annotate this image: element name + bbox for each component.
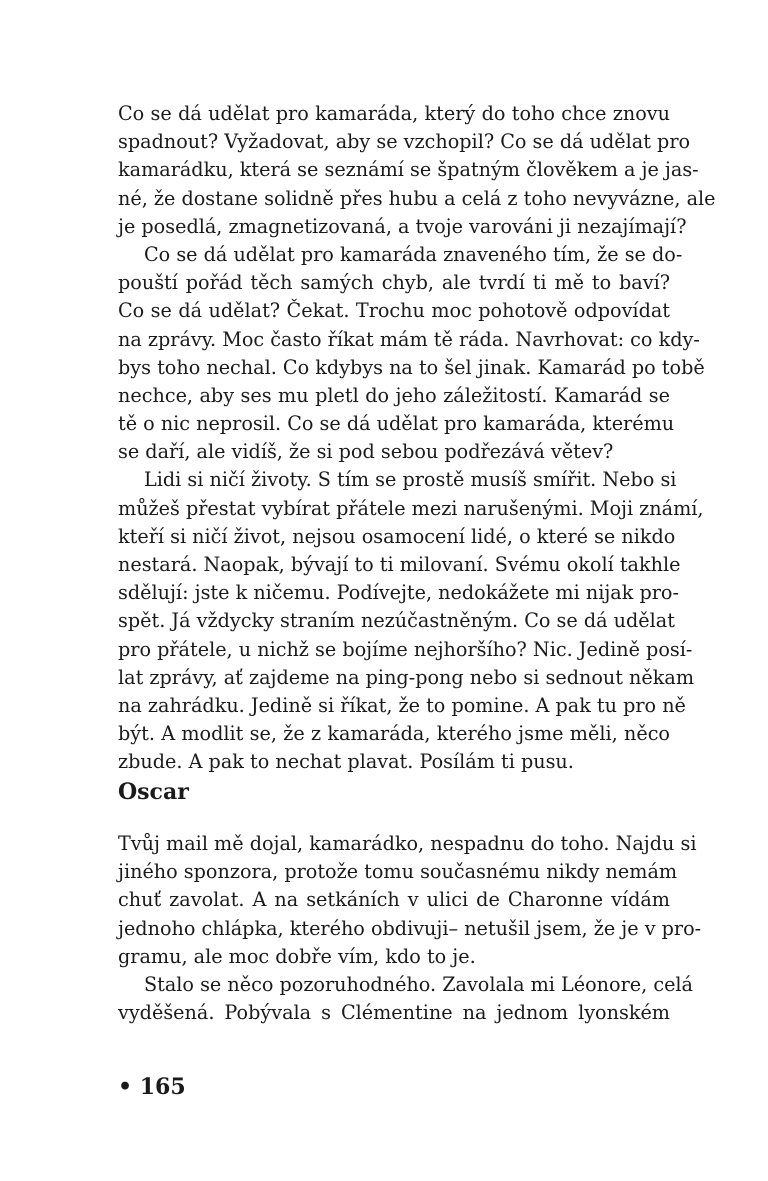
text-line: můžeš přestat vybírat přátele mezi narušenými. Moji známí, (118, 496, 704, 520)
text-block-2 (118, 830, 702, 1027)
text-line: né, že dostane solidně přes hubu a celá z toho nevyvázne, ale (118, 186, 716, 210)
text-line: nechce, aby ses mu pletl do jeho záležitostí. Kamarád se (118, 383, 670, 407)
text-line: zbude. A pak to nechat plavat. Posílám ti pusu. (118, 750, 574, 774)
text-line: vyděšená. Pobývala s Clémentine na jednom lyonském (118, 1001, 670, 1025)
text-line: bys toho nechal. Co kdybys na to šel jinak. Kamarád po tobě (118, 355, 705, 379)
text-line: pouští pořád těch samých chyb, ale tvrdí ti mě to baví? (118, 271, 670, 295)
text-line: kamarádku, která se seznámí se špatným člověkem a je jas- (118, 158, 699, 182)
text-line: sdělují: jste k ničemu. Podívejte, nedokážete mi nijak pro- (118, 581, 679, 605)
text-line: kteří si ničí život, nejsou osamocení lidé, o které se nikdo (118, 524, 676, 548)
section-heading: Oscar (118, 779, 189, 805)
paragraph-1 (118, 100, 716, 241)
text-line: chuť zavolat. A na setkáních v ulici de Charonne vídám (118, 888, 670, 912)
text-line: pro přátele, u nichž se bojíme nejhoršího? Nic. Jedině posí- (118, 637, 693, 661)
text-line: Co se dá udělat pro kamaráda znaveného tím, že se do- (144, 242, 683, 266)
text-line: gramu, ale moc dobře vím, kdo to je. (118, 944, 476, 968)
text-line: jednoho chlápka, kterého obdivuji– netušil jsem, že je v pro- (118, 916, 702, 940)
text-block-1 (118, 100, 716, 777)
text-line: Stalo se něco pozoruhodného. Zavolala mi Léonore, celá (144, 972, 693, 996)
page-number: • 165 (118, 1074, 186, 1100)
text-line: na zahrádku. Jedině si říkat, že to pomine. A pak tu pro ně (118, 693, 686, 717)
text-line: být. A modlit se, že z kamaráda, kterého jsme měli, něco (118, 722, 670, 746)
text-line: spadnout? Vyžadovat, aby se vzchopil? Co se dá udělat pro (118, 130, 691, 154)
text-line: Tvůj mail mě dojal, kamarádko, nespadnu do toho. Najdu si (118, 832, 697, 855)
text-line: Lidi si ničí životy. S tím se prostě musíš smířit. Nebo si (144, 468, 677, 492)
paragraph-3 (118, 466, 704, 776)
paragraph-4 (118, 830, 702, 971)
text-line: spět. Já vždycky straním nezúčastněným. Co se dá udělat (118, 609, 675, 633)
text-line: jiného sponzora, protože tomu současnému nikdy nemám (118, 860, 678, 884)
text-line: na zprávy. Moc často říkat mám tě ráda. Navrhovat: co kdy- (118, 327, 700, 351)
text-line: Co se dá udělat? Čekat. Trochu moc pohotově odpovídat (118, 299, 670, 323)
paragraph-5 (118, 971, 693, 1027)
text-line: je posedlá, zmagnetizovaná, a tvoje varováni ji nezajímají? (118, 214, 687, 238)
text-line: se daří, ale vidíš, že si pod sebou podřezává větev? (118, 440, 614, 464)
text-line: tě o nic neprosil. Co se dá udělat pro kamaráda, kterému (118, 412, 675, 436)
text-line: lat zprávy, ať zajdeme na ping-pong nebo si sednout někam (118, 665, 695, 689)
paragraph-2 (118, 241, 705, 467)
text-line: nestará. Naopak, bývají to ti milovaní. Svému okolí takhle (118, 553, 681, 576)
text-line: Co se dá udělat pro kamaráda, který do toho chce znovu (118, 102, 670, 125)
